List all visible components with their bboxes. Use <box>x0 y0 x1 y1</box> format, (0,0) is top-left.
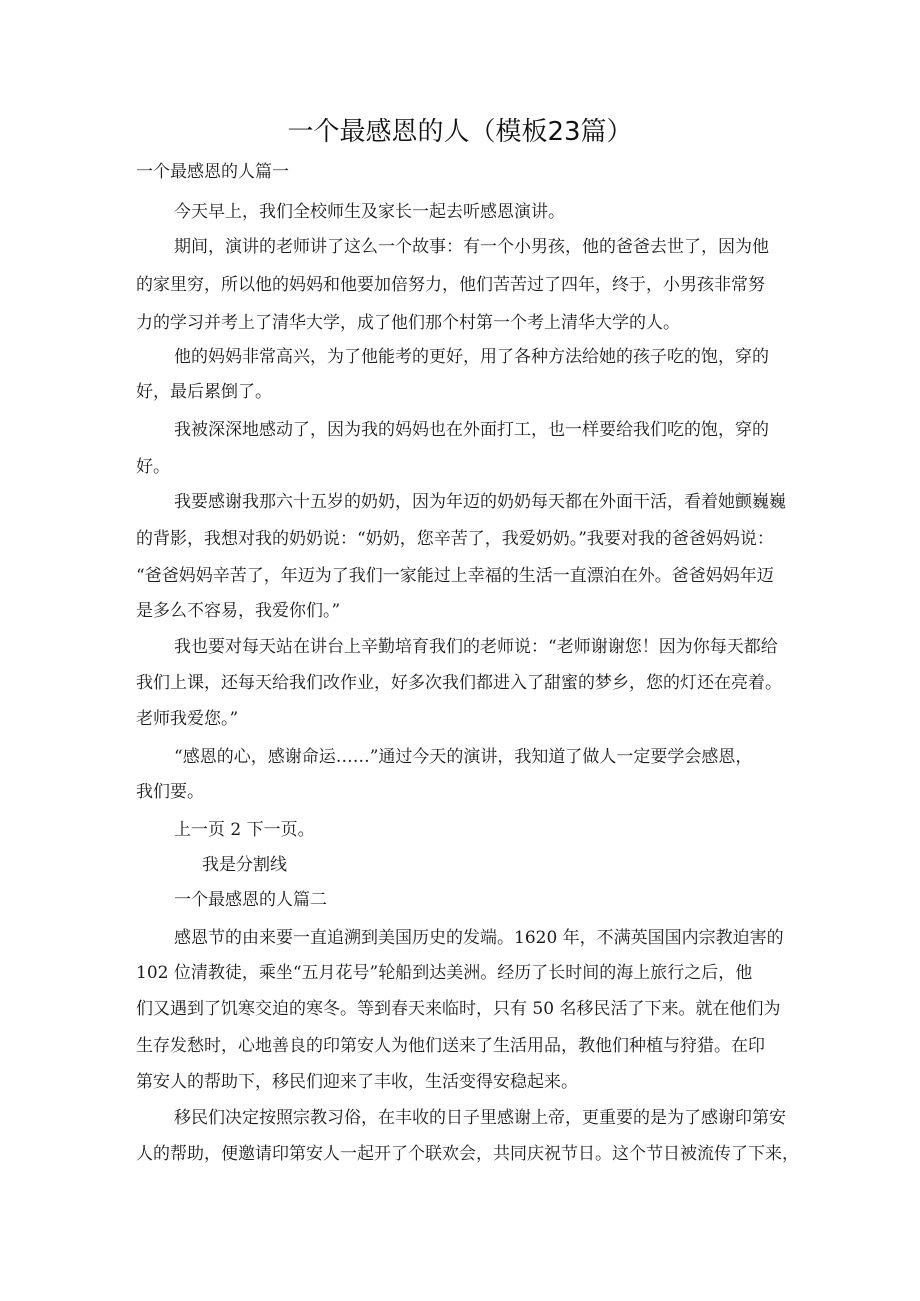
paragraph-line: 移民们决定按照宗教习俗，在丰收的日子里感谢上帝，更重要的是为了感谢印第安 <box>174 1108 786 1128</box>
paragraph-line: 今天早上，我们全校师生及家长一起去听感恩演讲。 <box>174 202 565 222</box>
paragraph-line: 好，最后累倒了。 <box>136 382 272 402</box>
paragraph-line: 力的学习并考上了清华大学，成了他们那个村第一个考上清华大学的人。 <box>136 313 680 333</box>
paragraph-line: 期间，演讲的老师讲了这么一个故事：有一个小男孩，他的爸爸去世了，因为他 <box>174 237 769 257</box>
paragraph-line: 生存发愁时，心地善良的印第安人为他们送来了生活用品，教他们种植与狩猎。在印 <box>136 1036 765 1056</box>
paragraph-line: 人的帮助，便邀请印第安人一起开了个联欢会，共同庆祝节日。这个节日被流传了下来， <box>136 1144 799 1164</box>
divider-text: 我是分割线 <box>202 855 287 875</box>
paragraph-line: 老师我爱您。” <box>136 709 239 729</box>
paragraph-line: 是多么不容易，我爱你们。” <box>136 601 341 621</box>
paragraph-line: 们又遇到了饥寒交迫的寒冬。等到春天来临时，只有 50 名移民活了下来。就在他们为 <box>136 999 781 1019</box>
paragraph-line: 我们上课，还每天给我们改作业，好多次我们都进入了甜蜜的梦乡，您的灯还在亮着。 <box>136 673 782 693</box>
paragraph-line: 我们要。 <box>136 782 204 802</box>
paragraph-line: 第安人的帮助下，移民们迎来了丰收，生活变得安稳起来。 <box>136 1072 578 1092</box>
paragraph-line: 102 位清教徒，乘坐“五月花号”轮船到达美洲。经历了长时间的海上旅行之后，他 <box>136 963 753 983</box>
pagination-text: 上一页 2 下一页。 <box>174 820 315 840</box>
paragraph-line: 的家里穷，所以他的妈妈和他要加倍努力，他们苦苦过了四年，终于，小男孩非常努 <box>136 275 765 295</box>
document-title: 一个最感恩的人（模板23篇） <box>287 117 633 147</box>
paragraph-line: 感恩节的由来要一直追溯到美国历史的发端。1620 年，不满英国国内宗教迫害的 <box>174 928 784 948</box>
paragraph-line: 我也要对每天站在讲台上辛勤培育我们的老师说：“老师谢谢您！因为你每天都给 <box>174 637 778 657</box>
paragraph-line: 他的妈妈非常高兴，为了他能考的更好，用了各种方法给她的孩子吃的饱，穿的 <box>174 347 769 367</box>
section-heading: 一个最感恩的人篇二 <box>174 890 327 910</box>
paragraph-line: “爸爸妈妈辛苦了，年迈为了我们一家能过上幸福的生活一直漂泊在外。爸爸妈妈年迈 <box>136 566 774 586</box>
section-heading: 一个最感恩的人篇一 <box>136 162 289 182</box>
paragraph-line: “感恩的心，感谢命运……”通过今天的演讲，我知道了做人一定要学会感恩， <box>174 747 753 767</box>
paragraph-line: 我被深深地感动了，因为我的妈妈也在外面打工，也一样要给我们吃的饱，穿的 <box>174 420 769 440</box>
paragraph-line: 我要感谢我那六十五岁的奶奶，因为年迈的奶奶每天都在外面干活，看着她颤巍巍 <box>174 492 786 512</box>
paragraph-line: 的背影，我想对我的奶奶说：“奶奶，您辛苦了，我爱奶奶。”我要对我的爸爸妈妈说： <box>136 529 774 549</box>
paragraph-line: 好。 <box>136 457 170 477</box>
